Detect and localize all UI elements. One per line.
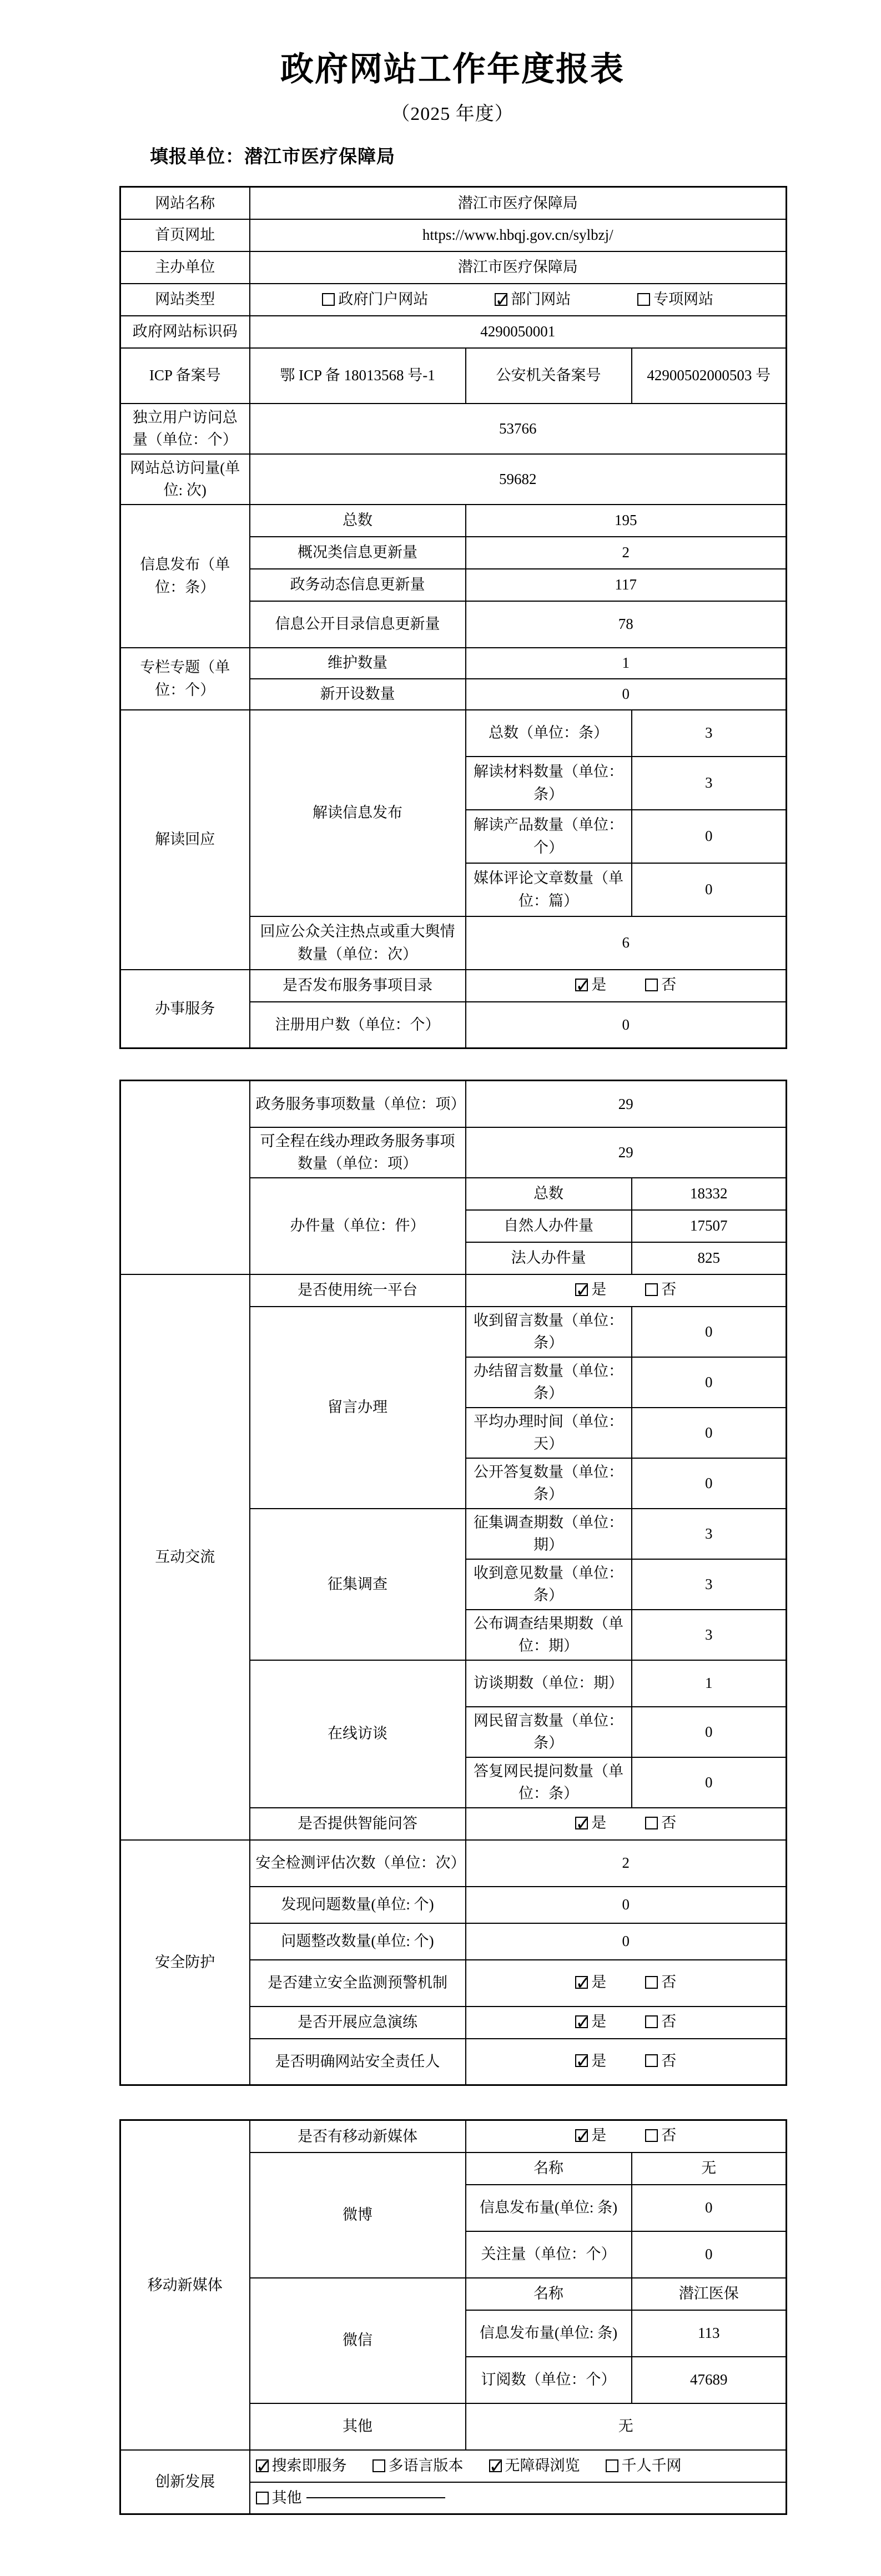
online-items-label: 可全程在线办理政务服务事项数量（单位：项） [250, 1127, 466, 1178]
security-row-value: 0 [466, 1923, 787, 1960]
report-year: （2025 年度） [391, 104, 514, 124]
interpretation-row-label: 解读产品数量（单位：个） [466, 810, 632, 863]
checkbox-icon [575, 2015, 588, 2028]
yes-option [575, 2050, 606, 2073]
weibo-row-label: 名称 [466, 2152, 632, 2185]
checkbox-icon [645, 1976, 658, 1989]
table-row [120, 2450, 787, 2482]
innovation-option [489, 2454, 580, 2477]
checkbox-icon [645, 2054, 658, 2067]
weibo-row-value: 0 [632, 2185, 787, 2231]
survey-row-value: 3 [632, 1559, 787, 1610]
checkbox-label: 是 [591, 2127, 607, 2144]
table-row [120, 505, 787, 537]
handled-volume-label: 办件量（单位：件） [250, 1178, 466, 1274]
table-row [120, 1081, 787, 1127]
messages-row-value: 0 [632, 1357, 787, 1408]
wechat-group-label: 微信 [250, 2278, 466, 2403]
survey-row-label: 公布调查结果期数（单位：期） [466, 1610, 632, 1660]
checkbox-icon [575, 1283, 588, 1296]
total-visits-value: 59682 [250, 454, 787, 505]
interview-group-label: 在线访谈 [250, 1660, 466, 1808]
checkbox-label: 专项网站 [653, 291, 714, 308]
checkbox-label: 无障碍浏览 [505, 2457, 580, 2474]
site-type-option [495, 288, 571, 311]
total-visits-label: 网站总访问量(单位: 次) [120, 454, 250, 505]
newmedia-innovation-table [119, 2119, 787, 2515]
yes-option [575, 2010, 606, 2033]
table-row [120, 1840, 787, 1887]
security-check-label: 是否开展应急演练 [250, 2007, 466, 2039]
table-row [120, 251, 787, 284]
checkbox-icon [489, 2459, 502, 2472]
section-blank-cell [120, 1081, 250, 1274]
site-type-option [637, 288, 713, 311]
interview-row-label: 访谈期数（单位：期） [466, 1660, 632, 1707]
checkbox-label: 多语言版本 [388, 2457, 464, 2474]
info-publish-row-value: 195 [466, 505, 787, 537]
checkbox-icon [637, 293, 650, 306]
checkbox-icon [575, 1817, 588, 1829]
messages-row-value: 0 [632, 1408, 787, 1458]
yes-option [575, 974, 606, 996]
checkbox-label: 政府门户网站 [338, 291, 429, 308]
checkbox-label: 否 [661, 2052, 677, 2069]
table-row [120, 710, 787, 757]
interview-row-value: 1 [632, 1660, 787, 1707]
service-items-label: 政务服务事项数量（单位：项） [250, 1081, 466, 1127]
checkbox-label: 是 [591, 976, 607, 993]
basic-info-table [119, 186, 787, 1049]
no-option [645, 1971, 676, 1994]
table-row [120, 316, 787, 348]
innovation-option [256, 2454, 347, 2477]
handled-row-value: 18332 [632, 1178, 787, 1210]
weibo-row-value: 无 [632, 2152, 787, 2185]
security-row-label: 安全检测评估次数（单位：次） [250, 1840, 466, 1887]
survey-row-label: 征集调查期数（单位：期） [466, 1509, 632, 1559]
site-type-options [250, 284, 787, 316]
checkbox-icon [645, 2129, 658, 2142]
smart-qa-yn [466, 1808, 787, 1840]
checkbox-label: 是 [591, 2052, 607, 2069]
section-special-columns: 专栏专题（单位：个） [120, 648, 250, 710]
yes-option [575, 1812, 606, 1834]
wechat-row-value: 47689 [632, 2357, 787, 2403]
handled-row-label: 自然人办件量 [466, 1210, 632, 1242]
checkbox-label: 否 [661, 976, 677, 993]
unique-visitors-label: 独立用户访问总量（单位：个） [120, 404, 250, 454]
table-row [120, 219, 787, 251]
other-media-label: 其他 [250, 2403, 466, 2450]
messages-group-label: 留言办理 [250, 1307, 466, 1509]
no-option [645, 974, 676, 996]
wechat-row-value: 113 [632, 2310, 787, 2357]
messages-row-value: 0 [632, 1458, 787, 1509]
home-url-label: 首页网址 [120, 219, 250, 251]
yes-option [575, 1278, 606, 1301]
interpretation-row-label: 解读材料数量（单位：条） [466, 757, 632, 810]
home-url-value: https://www.hbqj.gov.cn/sylbzj/ [250, 219, 787, 251]
no-option [645, 1278, 676, 1301]
checkbox-label: 否 [661, 1814, 677, 1831]
section-innovation: 创新发展 [120, 2450, 250, 2514]
site-type-option [322, 288, 428, 311]
special-columns-row-label: 维护数量 [250, 648, 466, 679]
no-option [645, 2010, 676, 2033]
interview-row-value: 0 [632, 1757, 787, 1808]
service-interaction-security-table [119, 1080, 787, 2086]
interview-row-value: 0 [632, 1707, 787, 1757]
handled-row-label: 总数 [466, 1178, 632, 1210]
special-columns-row-label: 新开设数量 [250, 679, 466, 710]
service-catalog-yn [466, 970, 787, 1002]
organizer-label: 主办单位 [120, 251, 250, 284]
site-code-label: 政府网站标识码 [120, 316, 250, 348]
survey-row-value: 3 [632, 1610, 787, 1660]
checkbox-label: 千人千网 [621, 2457, 682, 2474]
registered-users-value: 0 [466, 1002, 787, 1048]
checkbox-label: 否 [661, 1973, 677, 1990]
other-media-value: 无 [466, 2403, 787, 2450]
special-columns-row-value: 1 [466, 648, 787, 679]
messages-row-value: 0 [632, 1307, 787, 1357]
checkbox-icon [645, 2015, 658, 2028]
no-option [645, 1812, 676, 1834]
no-option [645, 2050, 676, 2073]
icp-label: ICP 备案号 [120, 348, 250, 404]
wechat-row-label: 订阅数（单位：个） [466, 2357, 632, 2403]
police-record-value: 42900502000503 号 [632, 348, 787, 404]
security-row-label: 发现问题数量(单位: 个) [250, 1887, 466, 1923]
checkbox-icon [256, 2459, 269, 2472]
table-row [120, 454, 787, 505]
handled-row-value: 17507 [632, 1210, 787, 1242]
service-items-value: 29 [466, 1081, 787, 1127]
survey-row-value: 3 [632, 1509, 787, 1559]
checkbox-label: 否 [661, 1281, 677, 1298]
section-newmedia: 移动新媒体 [120, 2120, 250, 2450]
smart-qa-label: 是否提供智能问答 [250, 1808, 466, 1840]
has-newmedia-yn [466, 2120, 787, 2152]
interpretation-row-value: 0 [632, 810, 787, 863]
interview-row-label: 答复网民提问数量（单位：条） [466, 1757, 632, 1808]
police-record-label: 公安机关备案号 [466, 348, 632, 404]
hotspot-label: 回应公众关注热点或重大舆情数量（单位：次） [250, 916, 466, 970]
checkbox-icon [575, 1976, 588, 1989]
checkbox-icon [645, 979, 658, 991]
interpretation-row-label: 媒体评论文章数量（单位：篇） [466, 863, 632, 916]
checkbox-label: 是 [591, 1973, 607, 1990]
checkbox-icon [645, 1817, 658, 1829]
info-publish-row-value: 2 [466, 537, 787, 569]
messages-row-label: 公开答复数量（单位：条） [466, 1458, 632, 1509]
section-service: 办事服务 [120, 970, 250, 1048]
organizer-value: 潜江市医疗保障局 [250, 251, 787, 284]
checkbox-label: 否 [661, 2127, 677, 2144]
info-publish-row-value: 78 [466, 601, 787, 648]
innovation-option [606, 2454, 682, 2477]
checkbox-label: 部门网站 [511, 291, 571, 308]
checkbox-icon [372, 2459, 385, 2472]
checkbox-icon [575, 979, 588, 991]
checkbox-label: 是 [591, 2013, 607, 2030]
filing-unit: 填报单位：潜江市医疗保障局 [150, 147, 395, 167]
wechat-row-value: 潜江医保 [632, 2278, 787, 2310]
messages-row-label: 平均办理时间（单位：天） [466, 1408, 632, 1458]
survey-row-label: 收到意见数量（单位：条） [466, 1559, 632, 1610]
section-interaction: 互动交流 [120, 1274, 250, 1840]
checkbox-label: 是 [591, 1814, 607, 1831]
security-check-yn [466, 2039, 787, 2085]
online-items-value: 29 [466, 1127, 787, 1178]
table-row [120, 1274, 787, 1307]
registered-users-label: 注册用户数（单位：个） [250, 1002, 466, 1048]
checkbox-icon [575, 2054, 588, 2067]
yes-option [575, 2124, 606, 2147]
checkbox-icon [575, 2129, 588, 2142]
site-code-value: 4290050001 [250, 316, 787, 348]
icp-value: 鄂 ICP 备 18013568 号-1 [250, 348, 466, 404]
info-publish-row-label: 总数 [250, 505, 466, 537]
handled-row-value: 825 [632, 1242, 787, 1274]
checkbox-icon [495, 293, 507, 306]
checkbox-icon [322, 293, 335, 306]
unified-platform-label: 是否使用统一平台 [250, 1274, 466, 1307]
info-publish-row-value: 117 [466, 569, 787, 601]
page-title: 政府网站工作年度报表 [280, 51, 625, 88]
wechat-row-label: 信息发布量(单位: 条) [466, 2310, 632, 2357]
wechat-row-label: 名称 [466, 2278, 632, 2310]
table-row [120, 648, 787, 679]
section-security: 安全防护 [120, 1840, 250, 2085]
checkbox-icon [606, 2459, 618, 2472]
security-row-value: 2 [466, 1840, 787, 1887]
info-publish-row-label: 概况类信息更新量 [250, 537, 466, 569]
table-row [120, 404, 787, 454]
site-name-label: 网站名称 [120, 187, 250, 219]
info-publish-row-label: 信息公开目录信息更新量 [250, 601, 466, 648]
checkbox-label: 是 [591, 1281, 607, 1298]
messages-row-label: 办结留言数量（单位：条） [466, 1357, 632, 1408]
interpretation-publish-label: 解读信息发布 [250, 710, 466, 916]
interpretation-row-value: 0 [632, 863, 787, 916]
innovation-option [372, 2454, 464, 2477]
checkbox-label: 其他 [271, 2489, 302, 2506]
section-info-publish: 信息发布（单位：条） [120, 505, 250, 648]
unified-platform-yn [466, 1274, 787, 1307]
table-row [120, 284, 787, 316]
interpretation-row-value: 3 [632, 757, 787, 810]
table-row [120, 2120, 787, 2152]
site-type-label: 网站类型 [120, 284, 250, 316]
info-publish-row-label: 政务动态信息更新量 [250, 569, 466, 601]
innovation-other-option [256, 2487, 445, 2509]
checkbox-label: 否 [661, 2013, 677, 2030]
innovation-other-row [250, 2482, 787, 2514]
checkbox-icon [645, 1283, 658, 1296]
security-check-yn [466, 1960, 787, 2007]
security-check-label: 是否明确网站安全责任人 [250, 2039, 466, 2085]
table-row [120, 348, 787, 404]
table-row [120, 187, 787, 219]
messages-row-label: 收到留言数量（单位：条） [466, 1307, 632, 1357]
weibo-row-value: 0 [632, 2231, 787, 2278]
table-row [120, 970, 787, 1002]
checkbox-icon [256, 2492, 269, 2504]
interpretation-row-label: 总数（单位：条） [466, 710, 632, 757]
service-catalog-label: 是否发布服务事项目录 [250, 970, 466, 1002]
survey-group-label: 征集调查 [250, 1509, 466, 1660]
weibo-row-label: 关注量（单位：个） [466, 2231, 632, 2278]
hotspot-value: 6 [466, 916, 787, 970]
other-fill-line [306, 2497, 445, 2498]
weibo-row-label: 信息发布量(单位: 条) [466, 2185, 632, 2231]
special-columns-row-value: 0 [466, 679, 787, 710]
yes-option [575, 1971, 606, 1994]
security-check-yn [466, 2007, 787, 2039]
interpretation-row-value: 3 [632, 710, 787, 757]
security-check-label: 是否建立安全监测预警机制 [250, 1960, 466, 2007]
interview-row-label: 网民留言数量（单位：条） [466, 1707, 632, 1757]
checkbox-label: 搜索即服务 [271, 2457, 347, 2474]
site-name-value: 潜江市医疗保障局 [250, 187, 787, 219]
no-option [645, 2124, 676, 2147]
security-row-value: 0 [466, 1887, 787, 1923]
unique-visitors-value: 53766 [250, 404, 787, 454]
innovation-options [250, 2450, 787, 2482]
handled-row-label: 法人办件量 [466, 1242, 632, 1274]
section-interpretation: 解读回应 [120, 710, 250, 970]
security-row-label: 问题整改数量(单位: 个) [250, 1923, 466, 1960]
has-newmedia-label: 是否有移动新媒体 [250, 2120, 466, 2152]
weibo-group-label: 微博 [250, 2152, 466, 2278]
